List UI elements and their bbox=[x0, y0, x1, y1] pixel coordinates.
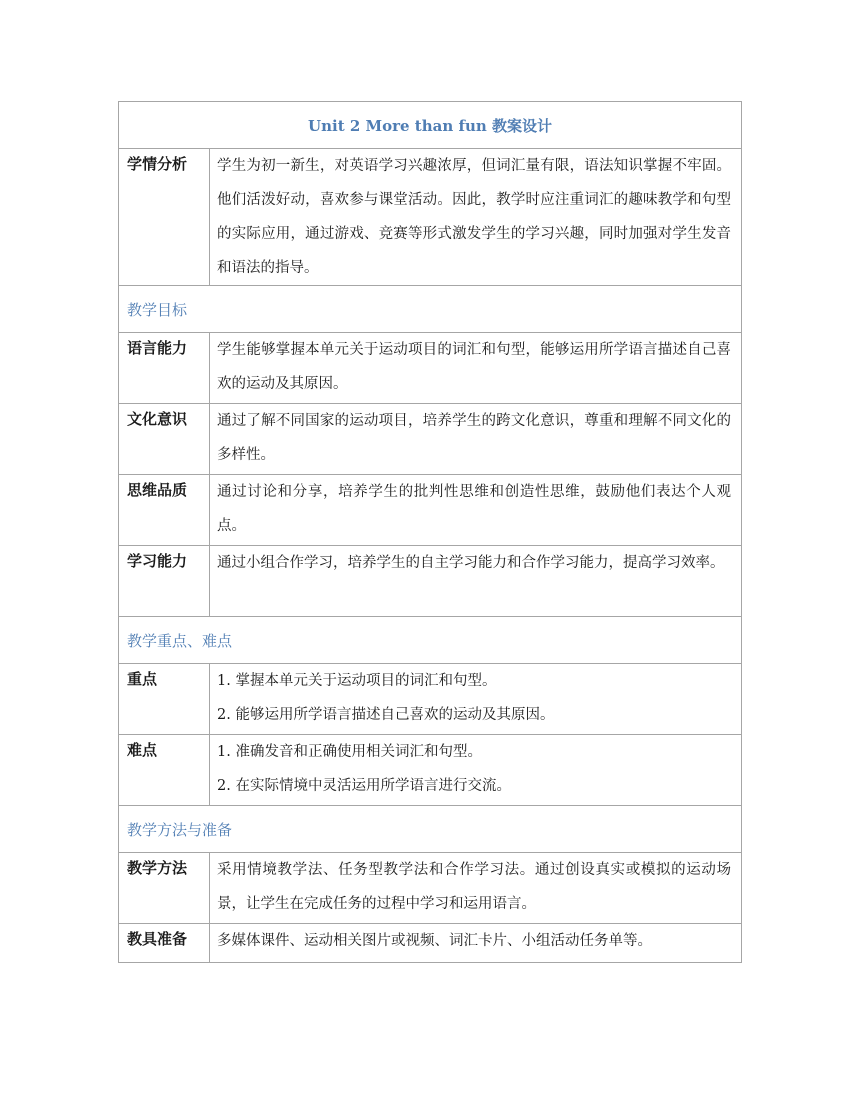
difficulty-text bbox=[210, 735, 742, 806]
methods-heading: 教学方法与准备 bbox=[119, 806, 742, 853]
materials-text bbox=[210, 924, 742, 963]
objective-paragraph: 通过了解不同国家的运动项目，培养学生的跨文化意识，尊重和理解不同文化的多样性。 bbox=[217, 413, 732, 463]
objective-label: 学习能力 bbox=[119, 546, 210, 617]
objective-label: 语言能力 bbox=[119, 333, 210, 404]
focus-line: 1. 掌握本单元关于运动项目的词汇和句型。 bbox=[217, 673, 497, 689]
materials-paragraph: 多媒体课件、运动相关图片或视频、词汇卡片、小组活动任务单等。 bbox=[217, 933, 652, 949]
objectives-heading: 教学目标 bbox=[119, 286, 742, 333]
analysis-paragraph: 学生为初一新生，对英语学习兴趣浓厚，但词汇量有限，语法知识掌握不牢固。他们活泼好动，喜欢参与课堂活动。因此，教学时应注重词汇的趣味教学和句型的实际应用，通过游戏、竞赛等形式激发学生的学习兴趣，同时加强对学生发音和语法的指导。 bbox=[217, 158, 732, 276]
method-row bbox=[119, 853, 742, 924]
objective-text bbox=[210, 475, 742, 546]
objective-row bbox=[119, 404, 742, 475]
objective-text bbox=[210, 546, 742, 617]
document-title: Unit 2 More than fun 教案设计 bbox=[119, 102, 742, 149]
objective-label: 文化意识 bbox=[119, 404, 210, 475]
objective-row bbox=[119, 333, 742, 404]
objective-paragraph: 学生能够掌握本单元关于运动项目的词汇和句型，能够运用所学语言描述自己喜欢的运动及其原因。 bbox=[217, 342, 732, 392]
key-points-heading: 教学重点、难点 bbox=[119, 617, 742, 664]
objective-paragraph: 通过小组合作学习，培养学生的自主学习能力和合作学习能力，提高学习效率。 bbox=[217, 555, 725, 571]
objective-text bbox=[210, 404, 742, 475]
focus-text bbox=[210, 664, 742, 735]
key-points-heading-row bbox=[119, 617, 742, 664]
difficulty-line: 1. 准确发音和正确使用相关词汇和句型。 bbox=[217, 744, 482, 760]
difficulty-line: 2. 在实际情境中灵活运用所学语言进行交流。 bbox=[217, 778, 511, 794]
analysis-label: 学情分析 bbox=[119, 149, 210, 286]
objective-text bbox=[210, 333, 742, 404]
difficulty-row bbox=[119, 735, 742, 806]
method-label: 教学方法 bbox=[119, 853, 210, 924]
analysis-text bbox=[210, 149, 742, 286]
objective-row bbox=[119, 546, 742, 617]
analysis-row bbox=[119, 149, 742, 286]
lesson-plan-table bbox=[118, 101, 742, 963]
focus-label: 重点 bbox=[119, 664, 210, 735]
objective-paragraph: 通过讨论和分享，培养学生的批判性思维和创造性思维，鼓励他们表达个人观点。 bbox=[217, 484, 732, 534]
materials-row bbox=[119, 924, 742, 963]
method-text bbox=[210, 853, 742, 924]
method-paragraph: 采用情境教学法、任务型教学法和合作学习法。通过创设真实或模拟的运动场景，让学生在完成任务的过程中学习和运用语言。 bbox=[217, 862, 732, 912]
methods-heading-row bbox=[119, 806, 742, 853]
title-row bbox=[119, 102, 742, 149]
difficulty-label: 难点 bbox=[119, 735, 210, 806]
materials-label: 教具准备 bbox=[119, 924, 210, 963]
objective-row bbox=[119, 475, 742, 546]
objectives-heading-row bbox=[119, 286, 742, 333]
focus-line: 2. 能够运用所学语言描述自己喜欢的运动及其原因。 bbox=[217, 707, 555, 723]
focus-row bbox=[119, 664, 742, 735]
objective-label: 思维品质 bbox=[119, 475, 210, 546]
